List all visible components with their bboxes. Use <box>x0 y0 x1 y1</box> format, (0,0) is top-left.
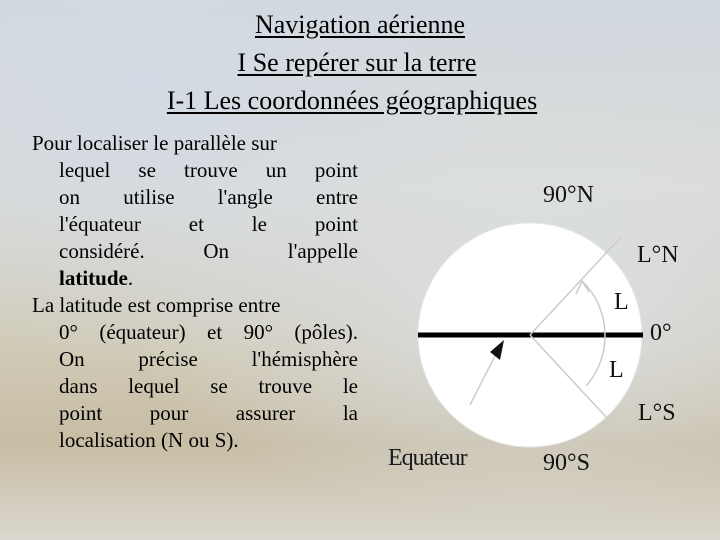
p2-line-1: La latitude est comprise entre <box>32 293 281 317</box>
p1-line-2: lequel se trouve un point <box>59 158 358 182</box>
p1-end: . <box>127 266 134 290</box>
latitude-term: latitude <box>59 266 128 290</box>
lat-north-label: L°N <box>637 242 679 268</box>
body-text <box>32 130 358 454</box>
p2-line-4: dans lequel se trouve le <box>59 374 358 398</box>
p2-line-2: 0° (équateur) et 90° (pôles). <box>59 320 358 344</box>
p1-line-1: Pour localiser le parallèle sur <box>32 131 277 155</box>
lat-south-label: L°S <box>638 400 676 426</box>
latitude-diagram <box>380 175 710 485</box>
title-line-2: I Se repérer sur la terre <box>237 48 477 77</box>
slide-title <box>0 6 720 120</box>
paragraph-latitude-definition <box>32 130 358 292</box>
p2-line-3: On précise l'hémisphère <box>59 347 358 371</box>
equator-angle-label: 0° <box>650 320 672 346</box>
north-pole-label: 90°N <box>543 182 594 208</box>
title-line-3: I-1 Les coordonnées géographiques <box>166 86 538 115</box>
angle-lower-label: L <box>609 357 624 383</box>
equator-label: Equateur <box>388 445 467 471</box>
title-line-1: Navigation aérienne <box>254 10 466 39</box>
p2-line-6: localisation (N ou S). <box>59 428 239 452</box>
p1-line-3: on utilise l'angle entre <box>59 185 358 209</box>
south-pole-label: 90°S <box>543 450 590 476</box>
p1-line-6 <box>59 265 358 292</box>
p1-line-4: l'équateur et le point <box>59 212 358 236</box>
paragraph-latitude-range <box>32 292 358 454</box>
p1-line-5: considéré. On l'appelle <box>59 239 358 263</box>
angle-upper-label: L <box>614 289 629 315</box>
p2-line-5: point pour assurer la <box>59 401 358 425</box>
